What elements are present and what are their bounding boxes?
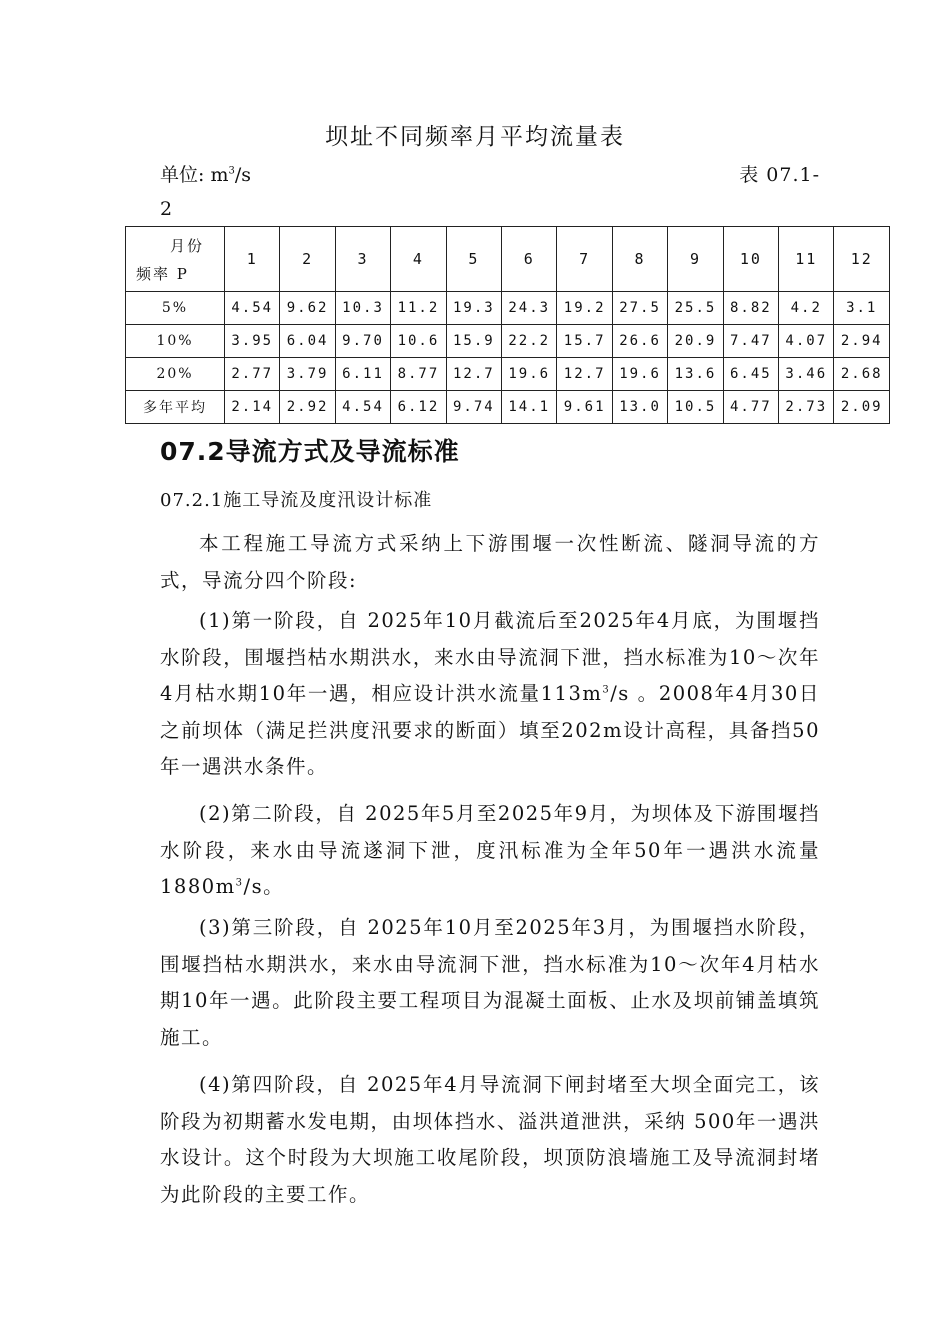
- flow-value-cell: 9.62: [280, 292, 335, 325]
- flow-value-cell: 22.2: [502, 325, 557, 358]
- month-header-cell: 10: [723, 227, 778, 292]
- flow-value-cell: 14.1: [502, 391, 557, 424]
- flow-value-cell: 9.61: [557, 391, 612, 424]
- paragraph-intro: [160, 526, 820, 599]
- flow-value-cell: 6.04: [280, 325, 335, 358]
- month-header-cell: 3: [335, 227, 390, 292]
- flow-value-cell: 4.2: [779, 292, 834, 325]
- flow-value-cell: 2.92: [280, 391, 335, 424]
- month-header-cell: 1: [225, 227, 280, 292]
- paragraph-stage-3: [160, 910, 820, 1056]
- stage-1-superscript: 3: [602, 684, 611, 696]
- flow-value-cell: 27.5: [612, 292, 667, 325]
- flow-value-cell: 15.7: [557, 325, 612, 358]
- flow-value-cell: 2.68: [834, 358, 890, 391]
- stage-4-text: (4)第四阶段，自 2025年4月导流洞下闸封堵至大坝全面完工，该阶段为初期蓄水发电期，由坝体挡水、溢洪道泄洪，采纳 500年一遇洪水设计。这个时段为大坝施工收尾阶段，坝顶防浪墙施工及导流洞封堵为此阶段的主要工作。: [160, 1073, 820, 1206]
- flow-value-cell: 26.6: [612, 325, 667, 358]
- flow-value-cell: 4.07: [779, 325, 834, 358]
- month-header-cell: 9: [668, 227, 723, 292]
- flow-value-cell: 20.9: [668, 325, 723, 358]
- table-row: [126, 391, 890, 424]
- unit-line: [160, 160, 820, 188]
- month-header-cell: 7: [557, 227, 612, 292]
- intro-text: 本工程施工导流方式采纳上下游围堰一次性断流、隧洞导流的方式，导流分四个阶段:: [160, 532, 820, 592]
- flow-value-cell: 19.6: [612, 358, 667, 391]
- table-number: 表 07.1-: [739, 164, 820, 186]
- frequency-label-cell: 10%: [126, 325, 225, 358]
- flow-value-cell: 6.12: [391, 391, 446, 424]
- table-header-row: [126, 227, 890, 292]
- paragraph-stage-2: [160, 796, 820, 906]
- section-heading: 07.2导流方式及导流标准: [160, 437, 460, 466]
- flow-value-cell: 2.09: [834, 391, 890, 424]
- flow-value-cell: 10.6: [391, 325, 446, 358]
- flow-value-cell: 9.70: [335, 325, 390, 358]
- stage-3-text: (3)第三阶段，自 2025年10月至2025年3月，为围堰挡水阶段，围堰挡枯水期洪水，来水由导流洞下泄，挡水标准为10～次年4月枯水期10年一遇。此阶段主要工程项目为混凝土面板、止水及坝前铺盖填筑施工。: [160, 916, 820, 1049]
- table-row: [126, 292, 890, 325]
- flow-value-cell: 8.77: [391, 358, 446, 391]
- stage-1-text-a: (1)第一阶段，自 2025年10月截流后至2025年4月底，为围堰挡水阶段，围堰挡枯水期洪水，来水由导流洞下泄，挡水标准为10～次年4月枯水期10年一遇，相应设计洪水流量113m: [160, 609, 820, 705]
- corner-frequency-label: 频率 P: [136, 265, 189, 283]
- unit-label: [160, 160, 251, 187]
- unit-prefix: 单位: m: [160, 164, 229, 186]
- flow-value-cell: 8.82: [723, 292, 778, 325]
- flow-value-cell: 10.3: [335, 292, 390, 325]
- flow-value-cell: 19.6: [502, 358, 557, 391]
- unit-superscript: 3: [228, 165, 235, 177]
- flow-value-cell: 2.14: [225, 391, 280, 424]
- flow-value-cell: 2.73: [779, 391, 834, 424]
- table-row: [126, 358, 890, 391]
- table-row: [126, 325, 890, 358]
- flow-value-cell: 12.7: [557, 358, 612, 391]
- table-number-continued: 2: [160, 198, 173, 220]
- month-header-cell: 12: [834, 227, 890, 292]
- table-title: 坝址不同频率月平均流量表: [325, 124, 625, 150]
- stage-1-text: [160, 603, 820, 786]
- frequency-label-cell: 5%: [126, 292, 225, 325]
- flow-value-cell: 2.94: [834, 325, 890, 358]
- month-header-cell: 11: [779, 227, 834, 292]
- unit-suffix: /s: [234, 164, 251, 186]
- flow-value-cell: 2.77: [225, 358, 280, 391]
- subsection-heading: 07.2.1施工导流及度汛设计标准: [160, 490, 433, 511]
- month-header-cell: 6: [502, 227, 557, 292]
- flow-table: [125, 226, 890, 424]
- stage-2-text: [160, 796, 820, 906]
- flow-value-cell: 13.6: [668, 358, 723, 391]
- flow-value-cell: 3.1: [834, 292, 890, 325]
- month-header-cell: 4: [391, 227, 446, 292]
- paragraph-stage-4: [160, 1067, 820, 1213]
- flow-value-cell: 4.54: [225, 292, 280, 325]
- paragraph-stage-1: [160, 603, 820, 786]
- flow-value-cell: 12.7: [446, 358, 501, 391]
- month-header-cell: 2: [280, 227, 335, 292]
- flow-value-cell: 3.79: [280, 358, 335, 391]
- stage-1-text-b: /s 。2008年4月30日之前坝体（满足拦洪度汛要求的断面）填至202m设计高程，具备挡50年一遇洪水条件。: [160, 682, 820, 778]
- flow-value-cell: 19.3: [446, 292, 501, 325]
- frequency-label-cell: 多年平均: [126, 391, 225, 424]
- month-header-cell: 5: [446, 227, 501, 292]
- flow-value-cell: 3.46: [779, 358, 834, 391]
- flow-value-cell: 6.11: [335, 358, 390, 391]
- flow-value-cell: 19.2: [557, 292, 612, 325]
- frequency-label-cell: 20%: [126, 358, 225, 391]
- flow-value-cell: 6.45: [723, 358, 778, 391]
- table-corner-cell: [126, 227, 225, 292]
- stage-2-text-a: (2)第二阶段，自 2025年5月至2025年9月，为坝体及下游围堰挡水阶段，来水由导流遂洞下泄，度汛标准为全年50年一遇洪水流量1880m: [160, 802, 820, 898]
- flow-value-cell: 4.77: [723, 391, 778, 424]
- corner-month-label: 月份: [170, 237, 205, 255]
- flow-value-cell: 24.3: [502, 292, 557, 325]
- flow-value-cell: 7.47: [723, 325, 778, 358]
- flow-value-cell: 10.5: [668, 391, 723, 424]
- flow-value-cell: 25.5: [668, 292, 723, 325]
- month-header-cell: 8: [612, 227, 667, 292]
- stage-2-superscript: 3: [235, 877, 244, 889]
- flow-value-cell: 4.54: [335, 391, 390, 424]
- flow-value-cell: 3.95: [225, 325, 280, 358]
- flow-value-cell: 9.74: [446, 391, 501, 424]
- flow-value-cell: 13.0: [612, 391, 667, 424]
- stage-2-text-b: /s。: [243, 875, 285, 898]
- flow-value-cell: 11.2: [391, 292, 446, 325]
- flow-value-cell: 15.9: [446, 325, 501, 358]
